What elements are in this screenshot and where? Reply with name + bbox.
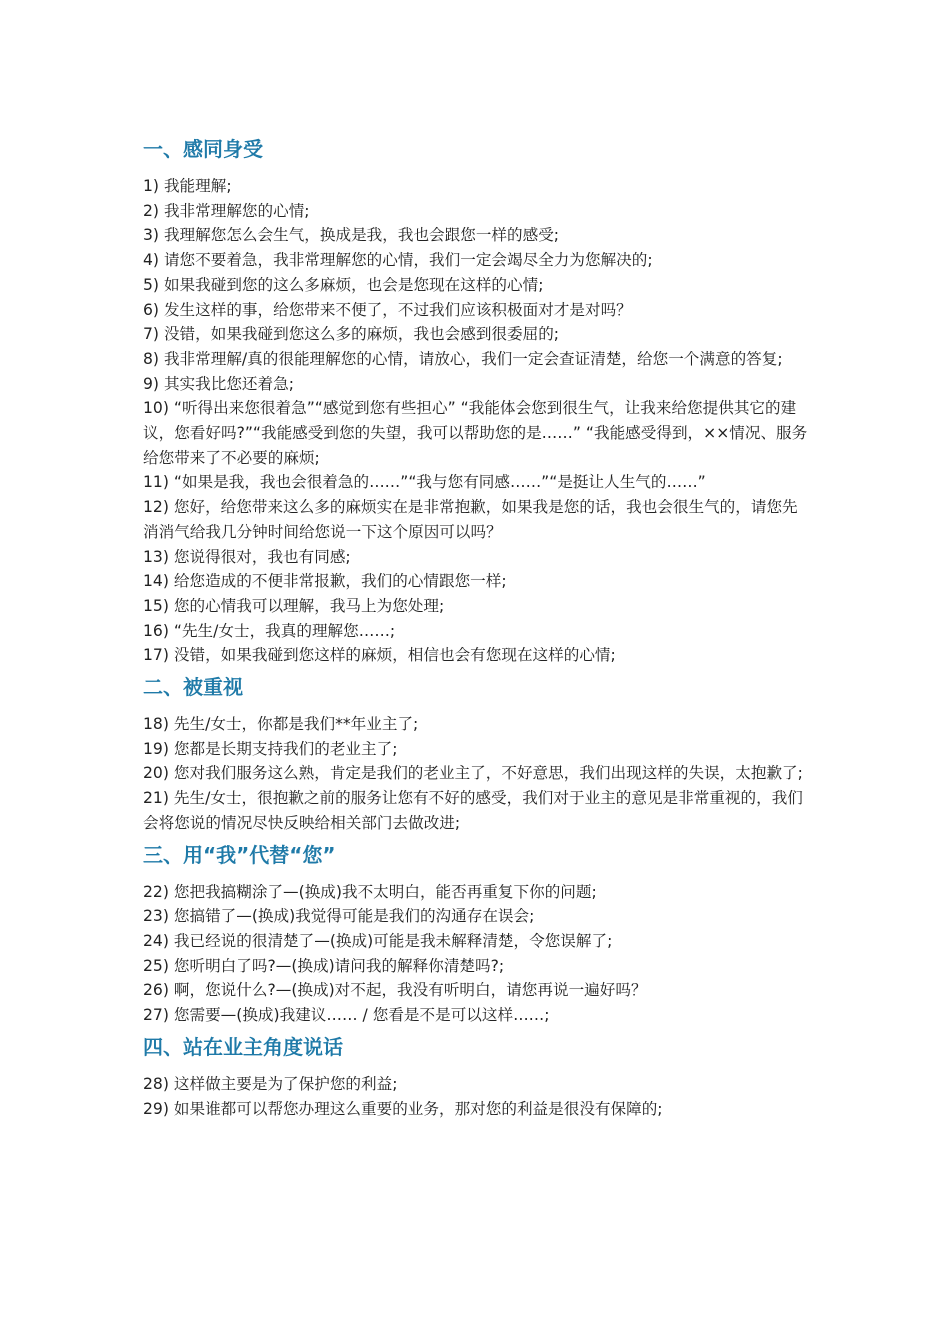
list-item: 9) 其实我比您还着急; <box>143 374 294 393</box>
list-item: 7) 没错，如果我碰到您这么多的麻烦，我也会感到很委屈的; <box>143 325 560 344</box>
section-heading: 四、站在业主角度说话 <box>143 1034 343 1059</box>
list-item: 11) “如果是我，我也会很着急的……”“我与您有同感……”“是挺让人生气的……” <box>143 473 706 492</box>
list-item: 6) 发生这样的事，给您带来不便了，不过我们应该积极面对才是对吗？ <box>143 300 632 319</box>
list-item: 27) 您需要—(换成)我建议…… / 您看是不是可以这样……; <box>143 1006 550 1025</box>
list-item: 21) 先生/女士，很抱歉之前的服务让您有不好的感受，我们对于业主的意见是非常重视的，我们会将您说的情况尽快反映给相关部门去做改进; <box>143 789 803 832</box>
list-item: 29) 如果谁都可以帮您办理这么重要的业务，那对您的利益是很没有保障的; <box>143 1099 663 1118</box>
list-item: 8) 我非常理解/真的很能理解您的心情，请放心，我们一定会查证清楚，给您一个满意的答复; <box>143 349 783 368</box>
list-item: 1) 我能理解; <box>143 177 232 195</box>
list-item: 4) 请您不要着急，我非常理解您的心情，我们一定会竭尽全力为您解决的; <box>143 251 653 270</box>
list-item: 19) 您都是长期支持我们的老业主了; <box>143 739 398 758</box>
list-item: 3) 我理解您怎么会生气，换成是我，我也会跟您一样的感受; <box>143 226 560 245</box>
list-item: 25) 您听明白了吗?—(换成)请问我的解释你清楚吗?; <box>143 956 505 975</box>
list-item: 26) 啊，您说什么?—(换成)对不起，我没有听明白，请您再说一遍好吗？ <box>143 981 647 1000</box>
list-item: 22) 您把我搞糊涂了—(换成)我不太明白，能否再重复下你的问题; <box>143 882 597 901</box>
section-heading: 一、感同身受 <box>143 137 263 161</box>
document-content <box>143 134 811 1121</box>
list-item: 28) 这样做主要是为了保护您的利益; <box>143 1074 398 1093</box>
section-heading: 三、用“我”代替“您” <box>143 842 336 867</box>
list-item: 13) 您说得很对，我也有同感; <box>143 547 351 566</box>
list-item: 17) 没错，如果我碰到您这样的麻烦，相信也会有您现在这样的心情; <box>143 646 616 665</box>
list-item: 20) 您对我们服务这么熟，肯定是我们的老业主了，不好意思，我们出现这样的失误，太抱歉了; <box>143 764 803 783</box>
list-item: 5) 如果我碰到您的这么多麻烦，也会是您现在这样的心情; <box>143 275 544 294</box>
list-item: 16) “先生/女士，我真的理解您……; <box>143 621 396 640</box>
list-item: 2) 我非常理解您的心情; <box>143 201 310 220</box>
list-item: 10) “听得出来您很着急”“感觉到您有些担心” “我能体会您到很生气，让我来给您提供其它的建议，您看好吗?”“我能感受到您的失望，我可以帮助您的是……” “我能感受得到，××情况、服务给您带来了不必要的麻烦; <box>143 399 808 467</box>
list-item: 14) 给您造成的不便非常报歉，我们的心情跟您一样; <box>143 572 507 591</box>
list-item: 18) 先生/女士，你都是我们**年业主了; <box>143 715 419 734</box>
list-item: 15) 您的心情我可以理解，我马上为您处理; <box>143 596 445 615</box>
list-item: 12) 您好，给您带来这么多的麻烦实在是非常抱歉，如果我是您的话，我也会很生气的，请您先消消气给我几分钟时间给您说一下这个原因可以吗？ <box>143 498 798 541</box>
section-heading: 二、被重视 <box>143 675 243 700</box>
list-item: 24) 我已经说的很清楚了—(换成)可能是我未解释清楚，令您误解了; <box>143 931 613 950</box>
list-item: 23) 您搞错了—(换成)我觉得可能是我们的沟通存在误会; <box>143 907 535 926</box>
